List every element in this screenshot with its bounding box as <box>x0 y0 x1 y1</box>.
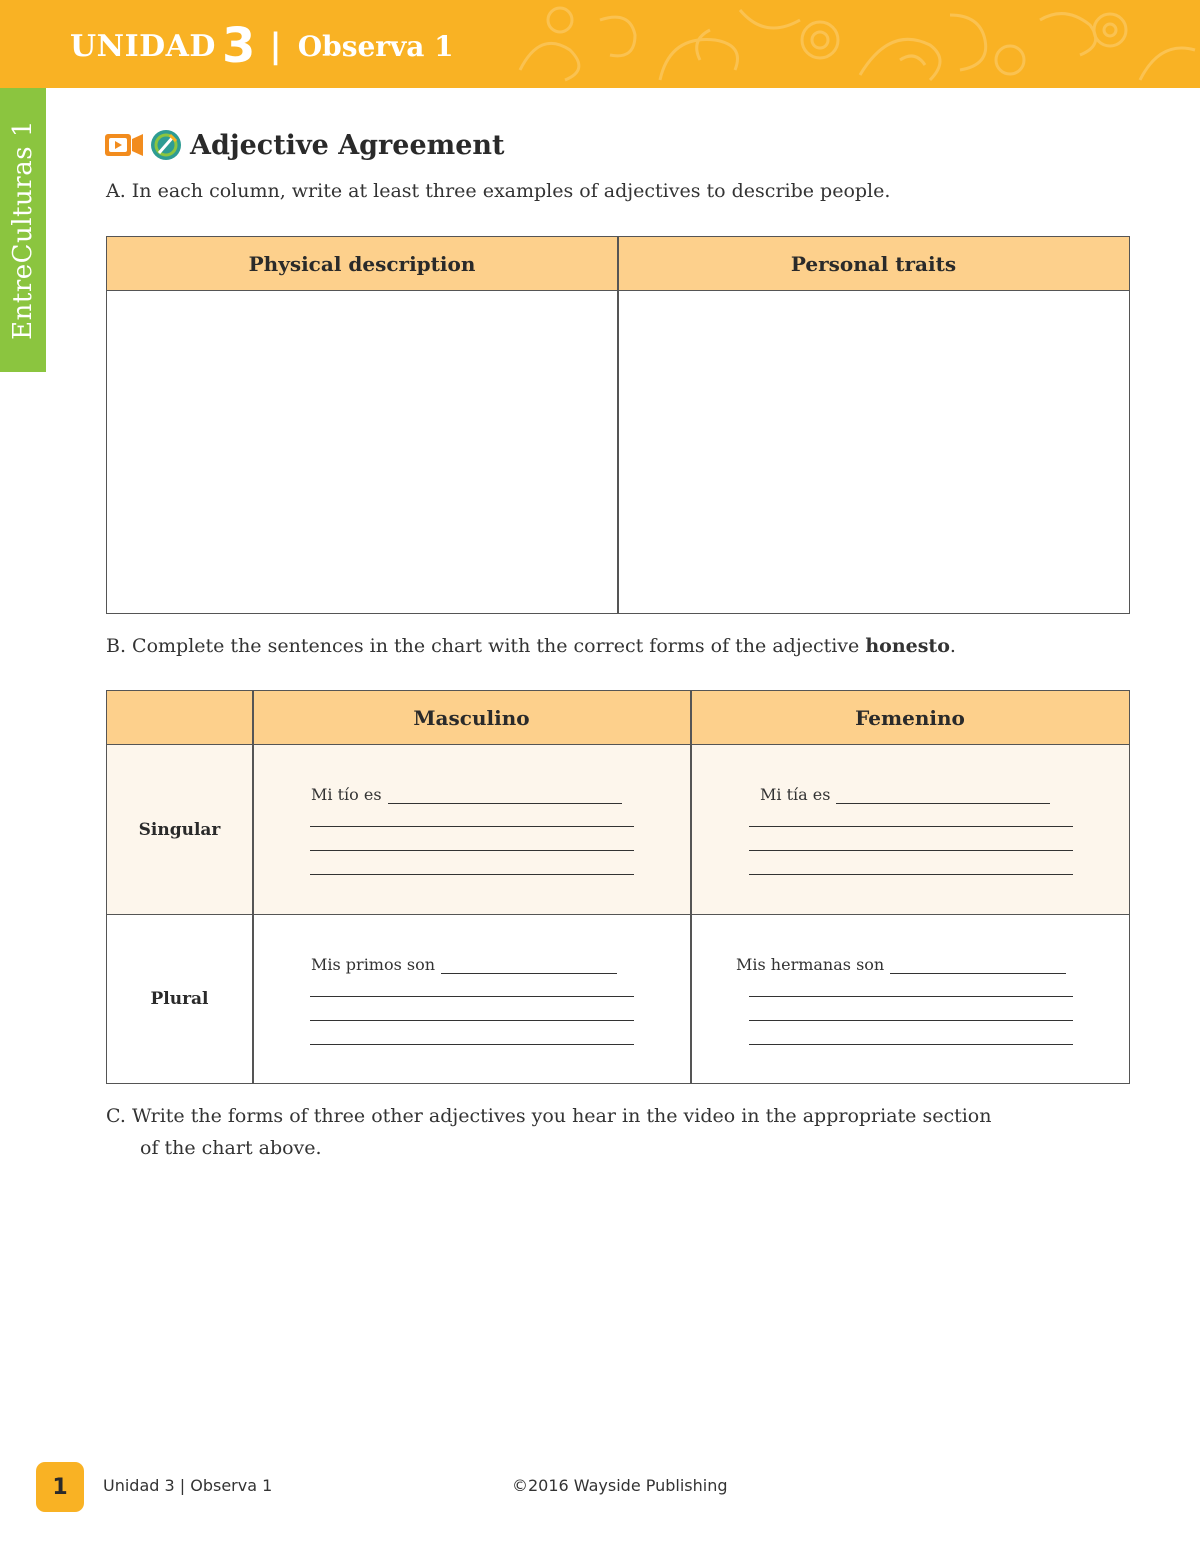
table-a <box>106 236 1130 614</box>
adjective-honesto: honesto <box>865 635 950 657</box>
sentence-mis-hermanas-text: Mis hermanas son <box>736 955 885 974</box>
writing-line[interactable] <box>749 996 1073 997</box>
row-label-singular: Singular <box>138 819 221 840</box>
section-name: Observa 1 <box>297 29 454 63</box>
part-b-instruction <box>106 635 956 657</box>
page-number: 1 <box>52 1474 68 1500</box>
header-separator: | <box>269 26 282 66</box>
writing-line[interactable] <box>310 996 634 997</box>
column-divider <box>252 691 254 1083</box>
personal-answer-area[interactable] <box>619 292 1129 612</box>
grammar-icon <box>150 129 182 161</box>
row-label-plural: Plural <box>150 989 209 1009</box>
column-header-physical: Physical description <box>107 237 617 291</box>
side-tab-label: EntreCulturas 1 <box>8 120 38 340</box>
part-c-instruction-line1: C. Write the forms of three other adjectives you hear in the video in the appropriate section <box>106 1105 992 1127</box>
footer-unit-label: Unidad 3 | Observa 1 <box>103 1476 273 1495</box>
writing-line[interactable] <box>749 850 1073 851</box>
column-header-personal: Personal traits <box>618 237 1129 291</box>
part-c-instruction-line2: of the chart above. <box>140 1137 322 1159</box>
writing-line[interactable] <box>749 826 1073 827</box>
column-header-masculino: Masculino <box>413 706 530 730</box>
writing-line[interactable] <box>749 1020 1073 1021</box>
sentence-mi-tio <box>311 785 622 804</box>
blank-mi-tia[interactable] <box>836 788 1050 804</box>
writing-line[interactable] <box>749 1044 1073 1045</box>
sentence-mis-primos-text: Mis primos son <box>311 955 436 974</box>
sentence-mi-tia-text: Mi tía es <box>760 785 831 804</box>
header-banner <box>0 0 1200 88</box>
sentence-mis-primos <box>311 955 617 974</box>
part-b-instruction-suffix: . <box>949 635 956 657</box>
blank-mis-hermanas[interactable] <box>890 958 1066 974</box>
footer-copyright: ©2016 Wayside Publishing <box>512 1476 728 1495</box>
activity-title-row <box>104 125 504 165</box>
writing-line[interactable] <box>310 826 634 827</box>
part-b-instruction-prefix: B. Complete the sentences in the chart with the correct forms of the adjective <box>106 635 866 657</box>
unit-word: UNIDAD <box>70 28 216 64</box>
writing-line[interactable] <box>310 874 634 875</box>
page-number-badge <box>36 1462 84 1512</box>
side-tab <box>0 88 46 372</box>
header-title <box>70 18 454 74</box>
blank-mi-tio[interactable] <box>388 788 622 804</box>
sentence-mi-tia <box>760 785 1050 804</box>
activity-title: Adjective Agreement <box>190 129 505 161</box>
sentence-mi-tio-text: Mi tío es <box>311 785 382 804</box>
writing-line[interactable] <box>749 874 1073 875</box>
part-a-instruction: A. In each column, write at least three examples of adjectives to describe people. <box>106 180 891 202</box>
sentence-mis-hermanas <box>736 955 1066 974</box>
row-singular <box>107 745 1129 915</box>
physical-answer-area[interactable] <box>107 292 617 612</box>
writing-line[interactable] <box>310 1020 634 1021</box>
video-icon <box>104 131 144 159</box>
writing-line[interactable] <box>310 850 634 851</box>
row-plural <box>107 915 1129 1083</box>
table-b <box>106 690 1130 1084</box>
blank-mis-primos[interactable] <box>441 958 617 974</box>
unit-number: 3 <box>221 18 256 74</box>
table-b-header-row <box>107 691 1129 745</box>
column-header-femenino: Femenino <box>855 706 965 730</box>
writing-line[interactable] <box>310 1044 634 1045</box>
column-divider <box>690 691 692 1083</box>
